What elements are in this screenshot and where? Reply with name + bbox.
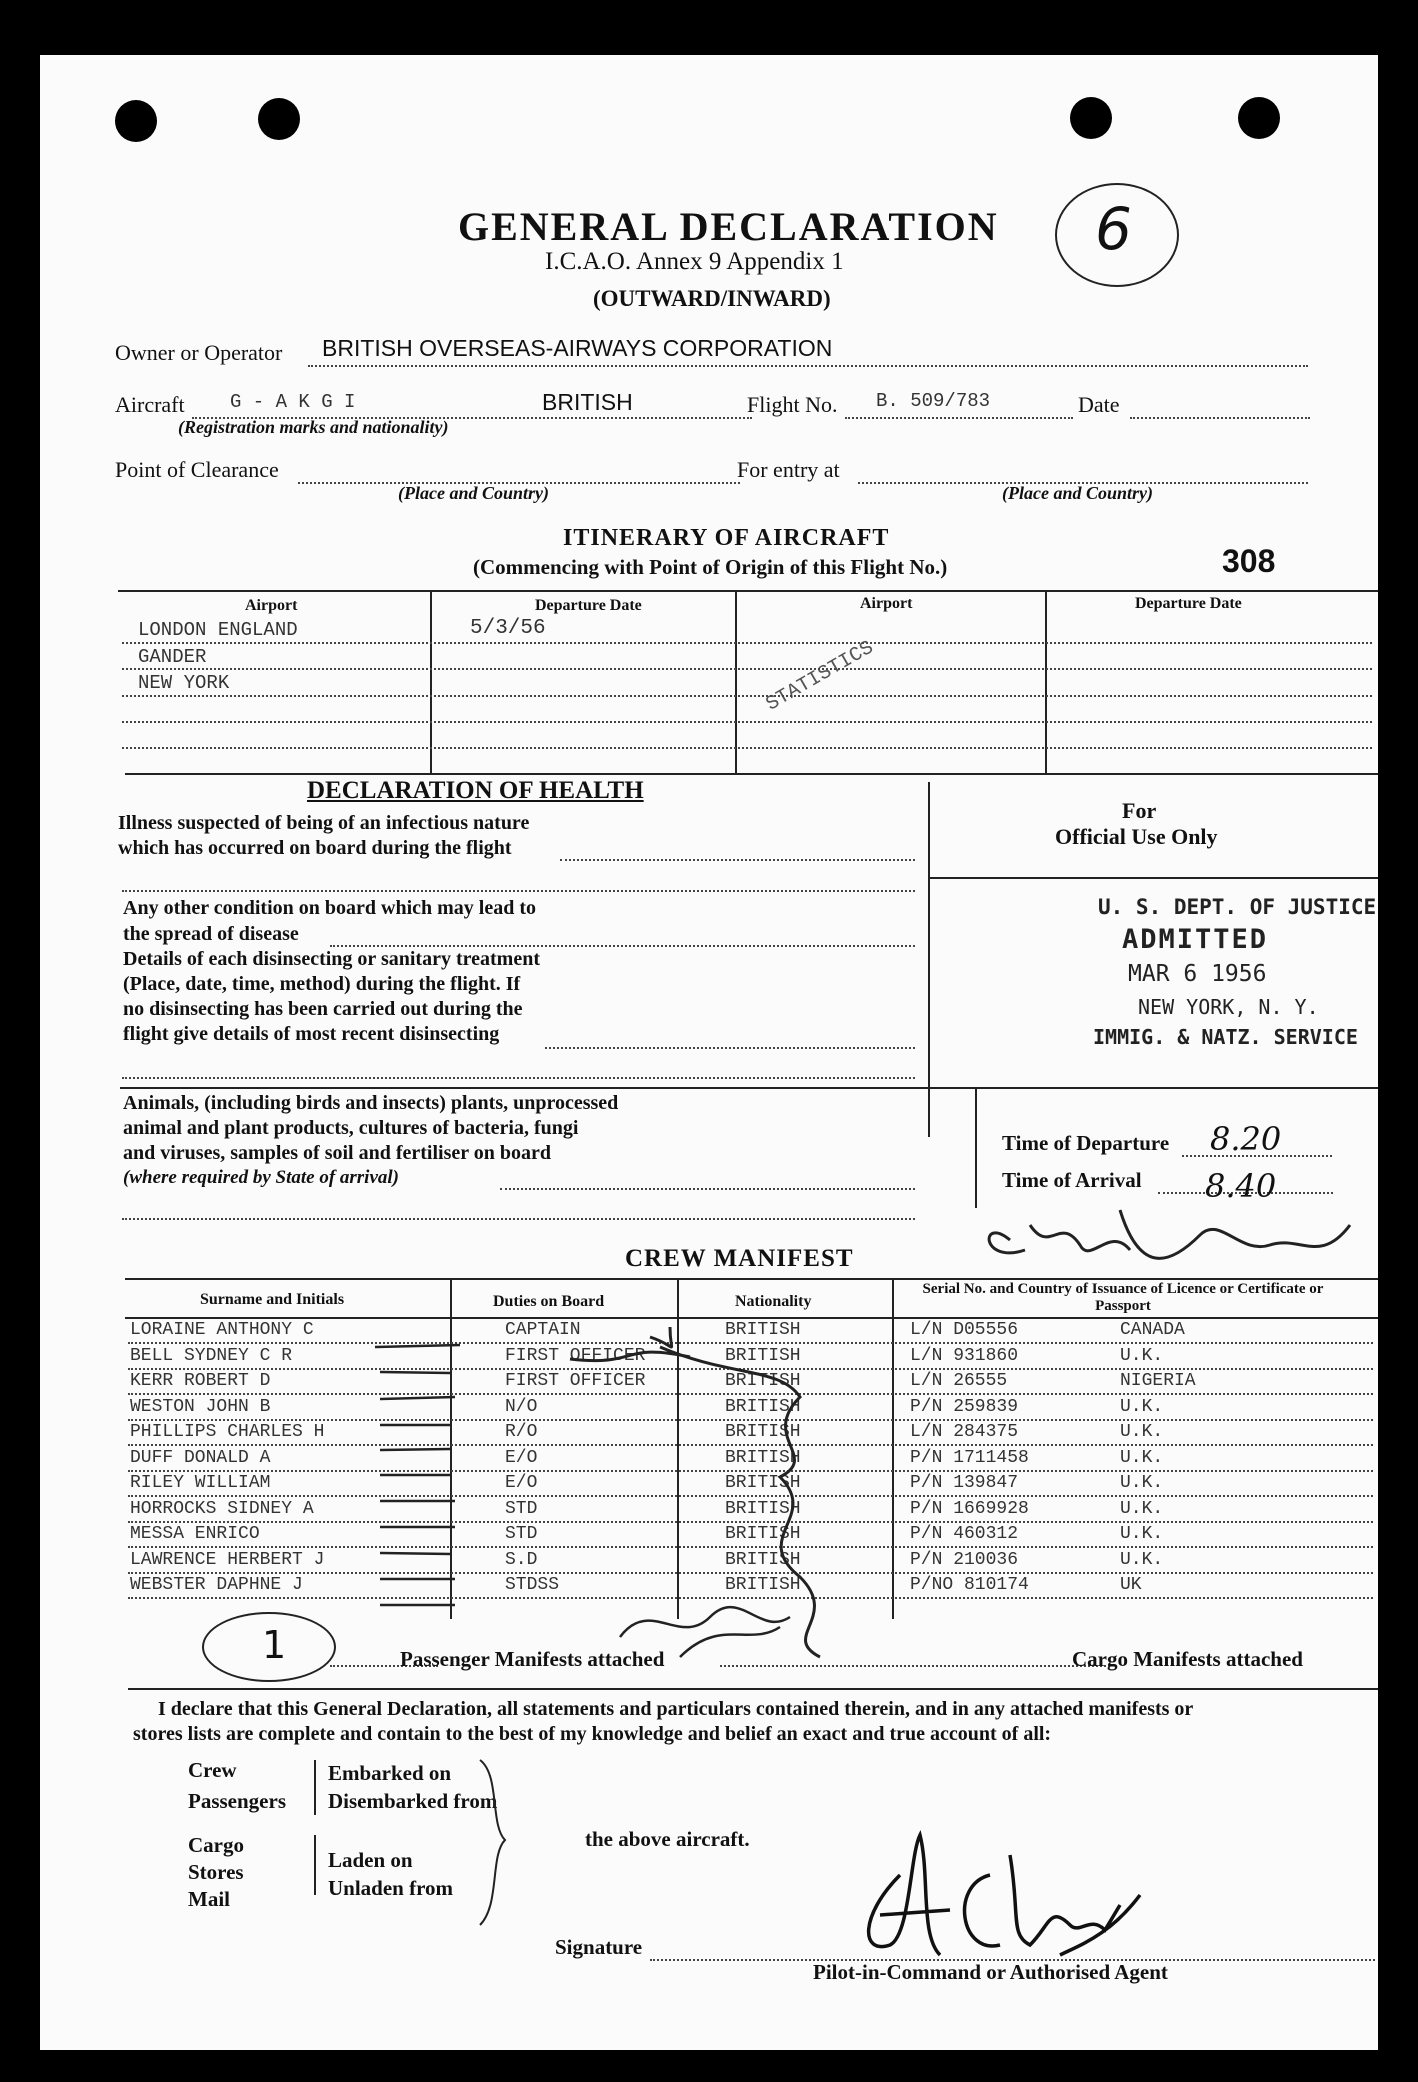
departure-time-label: Time of Departure <box>1002 1131 1170 1155</box>
crew-duty-bracket-scribble <box>420 1317 920 1667</box>
clearance-label: Point of Clearance <box>115 457 279 482</box>
crew-name: WEBSTER DAPHNE J <box>130 1575 303 1595</box>
punch-hole-right <box>1070 97 1112 139</box>
form-direction: (OUTWARD/INWARD) <box>593 286 831 311</box>
passenger-count: 1 <box>262 1623 287 1667</box>
health-q4-answer <box>500 1188 915 1190</box>
itin-row-3 <box>122 695 1372 697</box>
itin-col-2 <box>735 591 737 773</box>
owner-label: Owner or Operator <box>115 340 283 365</box>
itin-airport-3: NEW YORK <box>138 672 230 694</box>
crew-nationality: BRITISH <box>725 1524 801 1544</box>
statistics-stamp: STATISTICS <box>762 636 878 717</box>
crew-nationality: BRITISH <box>725 1320 801 1340</box>
decl-brackets <box>305 1755 525 1935</box>
health-q4-line1: Animals, (including birds and insects) plants, unprocessed <box>123 1092 619 1114</box>
itin-row-2 <box>122 668 1372 670</box>
signer-label: Pilot-in-Command or Authorised Agent <box>813 1960 1168 1984</box>
page-number: 6 <box>1095 195 1132 263</box>
entry-hint: (Place and Country) <box>1002 483 1153 503</box>
aircraft-hint: (Registration marks and nationality) <box>178 417 449 437</box>
health-q3-answer <box>545 1047 915 1049</box>
official-title-2: Official Use Only <box>1055 824 1218 849</box>
health-q3-line2: (Place, date, time, method) during the flight. If <box>123 973 521 995</box>
passenger-label: Passenger Manifests attached <box>400 1647 665 1671</box>
crew-nationality: BRITISH <box>725 1575 801 1595</box>
crew-name: KERR ROBERT D <box>130 1371 271 1391</box>
crew-country: U.K. <box>1120 1498 1164 1519</box>
official-title-1: For <box>1122 798 1157 823</box>
crew-duty: S.D <box>505 1549 538 1570</box>
crew-duty: N/O <box>505 1396 538 1417</box>
itin-row-5 <box>122 747 1372 749</box>
crew-name: WESTON JOHN B <box>130 1396 271 1417</box>
crew-header-nationality: Nationality <box>735 1293 812 1310</box>
health-q3-line3: no disinsecting has been carried out during the <box>123 998 523 1020</box>
entry-label: For entry at <box>737 457 840 482</box>
crew-serial: L/N D05556 <box>910 1320 1019 1340</box>
crew-duty: FIRST OFFICER <box>505 1371 646 1391</box>
decl-crew: Crew <box>188 1758 237 1782</box>
health-q2-answer <box>330 945 915 947</box>
crew-name: LORAINE ANTHONY C <box>130 1320 314 1340</box>
health-q2-line2: the spread of disease <box>123 923 299 945</box>
health-rule <box>120 1087 1378 1089</box>
crew-nationality: BRITISH <box>725 1498 801 1519</box>
crew-nationality: BRITISH <box>725 1396 801 1417</box>
departure-time: 8.20 <box>1210 1120 1282 1158</box>
flight-label: Flight No. <box>747 392 838 417</box>
crew-duty: STDSS <box>505 1575 560 1595</box>
ins-stamp-line3: MAR 6 1956 <box>1128 961 1267 987</box>
ins-stamp-line5: IMMIG. & NATZ. SERVICE <box>1093 1025 1358 1049</box>
crew-duty: R/O <box>505 1422 538 1442</box>
aircraft-nationality: BRITISH <box>542 389 633 415</box>
itin-row-4 <box>122 721 1372 723</box>
crew-country: UK <box>1120 1575 1142 1595</box>
arrival-time-label: Time of Arrival <box>1002 1168 1142 1192</box>
itin-airport-1: LONDON ENGLAND <box>138 619 298 641</box>
crew-serial: P/N 210036 <box>910 1549 1019 1570</box>
crew-title: CREW MANIFEST <box>625 1245 854 1272</box>
cargo-line <box>720 1665 1110 1667</box>
crew-country: U.K. <box>1120 1345 1164 1366</box>
itin-airport-2: GANDER <box>138 646 207 668</box>
crew-country: U.K. <box>1120 1422 1164 1442</box>
itin-col-1 <box>430 591 432 773</box>
owner-line <box>308 365 1308 367</box>
health-q4-extra <box>122 1218 915 1220</box>
crew-serial: P/N 460312 <box>910 1524 1019 1544</box>
crew-serial: P/NO 810174 <box>910 1575 1029 1595</box>
crew-header-serial: Serial No. and Country of Issuance of Licence or Certificate or Passport <box>922 1281 1324 1314</box>
crew-duty: FIRST OFFICER <box>505 1345 646 1366</box>
health-q3-line1: Details of each disinsecting or sanitary treatment <box>123 948 540 970</box>
crew-header-duty: Duties on Board <box>493 1293 605 1310</box>
decl-disembarked: Disembarked from <box>328 1789 498 1813</box>
crew-country: NIGERIA <box>1120 1371 1196 1391</box>
crew-serial: L/N 931860 <box>910 1345 1019 1366</box>
signature-label: Signature <box>555 1935 643 1959</box>
crew-nationality: BRITISH <box>725 1473 801 1493</box>
crew-serial: P/N 139847 <box>910 1473 1019 1493</box>
flight-number: B. 509/783 <box>876 390 991 412</box>
crew-duty: CAPTAIN <box>505 1320 581 1340</box>
clearance-hint: (Place and Country) <box>398 483 549 503</box>
crew-name: HORROCKS SIDNEY A <box>130 1498 314 1519</box>
health-q1-answer <box>560 859 915 861</box>
crew-serial: L/N 26555 <box>910 1371 1008 1391</box>
crew-name: DUFF DONALD A <box>130 1447 271 1468</box>
decl-embarked: Embarked on <box>328 1761 452 1785</box>
official-box-divider <box>930 877 1378 879</box>
ins-stamp-line2: ADMITTED <box>1122 924 1269 955</box>
itinerary-top-rule <box>118 590 1378 592</box>
crew-country: U.K. <box>1120 1473 1164 1493</box>
crew-name: RILEY WILLIAM <box>130 1473 271 1493</box>
decl-mail: Mail <box>188 1887 230 1911</box>
declaration-line2: stores lists are complete and contain to the best of my knowledge and belief an exact and true account of all: <box>133 1723 1052 1745</box>
crew-country: U.K. <box>1120 1396 1164 1417</box>
health-q4-line2: animal and plant products, cultures of bacteria, fungi <box>123 1117 579 1139</box>
manifest-rule <box>128 1688 1378 1690</box>
time-box-left <box>975 1088 977 1208</box>
ins-stamp-line4: NEW YORK, N. Y. <box>1138 995 1319 1019</box>
health-q3-line4: flight give details of most recent disinsecting <box>123 1023 500 1045</box>
decl-unladen: Unladen from <box>328 1876 454 1900</box>
punch-hole-far-right <box>1238 97 1280 139</box>
itin-header-airport-1: Airport <box>245 597 298 614</box>
crew-nationality: BRITISH <box>725 1371 801 1391</box>
crew-name: PHILLIPS CHARLES H <box>130 1422 325 1442</box>
crew-country: U.K. <box>1120 1549 1164 1570</box>
itin-row-1 <box>122 642 1372 644</box>
decl-passengers: Passengers <box>188 1789 286 1813</box>
itinerary-subtitle: (Commencing with Point of Origin of this Flight No.) <box>473 555 948 579</box>
health-q4-line3: and viruses, samples of soil and fertiliser on board <box>123 1142 551 1164</box>
itin-departure-date: 5/3/56 <box>470 617 546 640</box>
health-title: DECLARATION OF HEALTH <box>307 777 644 804</box>
crew-country: U.K. <box>1120 1447 1164 1468</box>
itin-header-airport-2: Airport <box>860 595 913 612</box>
crew-serial: P/N 259839 <box>910 1396 1019 1417</box>
flight-line <box>845 417 1073 419</box>
crew-name: LAWRENCE HERBERT J <box>130 1549 325 1570</box>
crew-duty: E/O <box>505 1447 538 1468</box>
official-initials-scribble <box>970 1195 1370 1285</box>
crew-duty: E/O <box>505 1473 538 1493</box>
health-q4-line4: (where required by State of arrival) <box>123 1167 400 1188</box>
health-q2-line1: Any other condition on board which may lead to <box>123 897 537 919</box>
decl-stores: Stores <box>188 1860 244 1884</box>
declaration-line1: I declare that this General Declaration, all statements and particulars contained therein, and in any attached manifests or <box>158 1698 1194 1720</box>
health-q1-line1: Illness suspected of being of an infectious nature <box>118 812 530 834</box>
date-label: Date <box>1078 392 1120 417</box>
crew-nationality: BRITISH <box>725 1549 801 1570</box>
itinerary-bottom-rule <box>125 773 1378 775</box>
owner-value: BRITISH OVERSEAS-AIRWAYS CORPORATION <box>322 335 833 361</box>
crew-nationality: BRITISH <box>725 1447 801 1468</box>
crew-country: U.K. <box>1120 1524 1164 1544</box>
itinerary-title: ITINERARY OF AIRCRAFT <box>563 525 890 551</box>
crew-nationality: BRITISH <box>725 1422 801 1442</box>
aircraft-registration: G - A K G I <box>230 391 356 413</box>
decl-cargo: Cargo <box>188 1833 244 1857</box>
crew-serial: P/N 1711458 <box>910 1447 1029 1468</box>
official-box-left <box>928 782 930 1137</box>
itinerary-number: 308 <box>1222 543 1276 579</box>
bottom-margin <box>1378 1215 1380 1315</box>
crew-duty: STD <box>505 1524 538 1544</box>
crew-serial: P/N 1669928 <box>910 1498 1029 1519</box>
health-q3-extra <box>122 1077 915 1079</box>
crew-header-name: Surname and Initials <box>200 1291 345 1308</box>
crew-dash-marks <box>370 1317 480 1647</box>
crew-name: BELL SYDNEY C R <box>130 1345 293 1366</box>
form-title: GENERAL DECLARATION <box>458 204 999 249</box>
crew-serial: L/N 284375 <box>910 1422 1019 1442</box>
punch-hole-left <box>115 100 157 142</box>
date-line <box>1130 417 1310 419</box>
cargo-label: Cargo Manifests attached <box>1072 1647 1303 1671</box>
declaration-form <box>40 55 1378 2050</box>
health-q1-line2: which has occurred on board during the flight <box>118 837 512 859</box>
crew-name: MESSA ENRICO <box>130 1524 260 1544</box>
arrival-time: 8.40 <box>1205 1167 1277 1205</box>
ins-stamp-line1: U. S. DEPT. OF JUSTICE <box>1098 895 1377 919</box>
crew-country: CANADA <box>1120 1320 1185 1340</box>
itin-header-date-2: Departure Date <box>1135 595 1242 612</box>
decl-above-aircraft: the above aircraft. <box>585 1827 750 1851</box>
crew-duty: STD <box>505 1498 538 1519</box>
itin-header-date-1: Departure Date <box>535 597 642 614</box>
health-q1-extra <box>122 890 915 892</box>
decl-laden: Laden on <box>328 1848 413 1872</box>
itin-col-3 <box>1045 591 1047 773</box>
punch-hole-center-left <box>258 98 300 140</box>
crew-top-rule <box>125 1278 1378 1280</box>
aircraft-label: Aircraft <box>115 392 185 417</box>
form-subtitle: I.C.A.O. Annex 9 Appendix 1 <box>545 248 844 275</box>
crew-nationality: BRITISH <box>725 1345 801 1366</box>
